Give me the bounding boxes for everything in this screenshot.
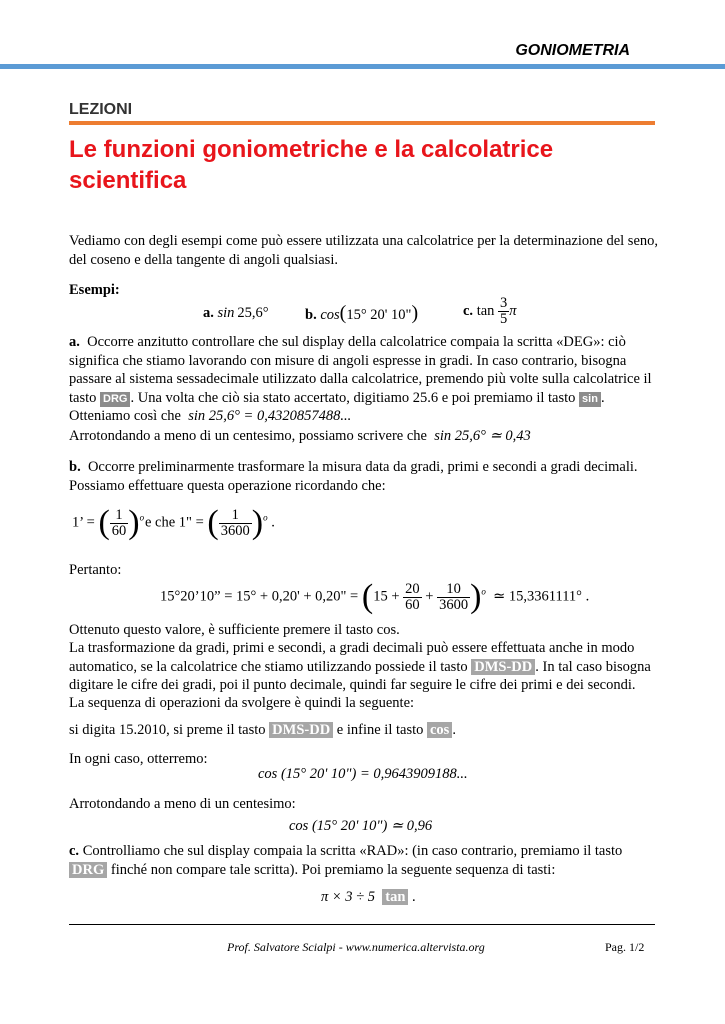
- round-label: Arrotondando a meno di un centesimo:: [69, 796, 296, 812]
- part-b-text2: Ottenuto questo valore, è sufficiente premere il tasto cos.: [69, 622, 400, 638]
- any-case-label: In ogni caso, otterremo:: [69, 751, 208, 767]
- part-a-rounding: Arrotondando a meno di un centesimo, possiamo scrivere che sin 25,6° ≃ 0,43: [69, 428, 531, 444]
- drg-key-2: DRG: [69, 862, 107, 878]
- example-a: a. sin 25,6°: [203, 305, 269, 321]
- footer-author: Prof. Salvatore Scialpi - www.numerica.altervista.org: [227, 940, 485, 954]
- part-a-paragraph: a. Occorre anzitutto controllare che sul display della calcolatrice compaia la scritta «DEG»: ciò significa che stiamo lavorando con misure di angoli espresse in gradi. In caso contrario, bisogna passare al sistema sessadecimale utilizzato dalla calcolatrice, premendo più volte sulla calcolatrice il tasto DRG . Una volta che ciò sia stato accertato, digitiamo 25.6 e poi premiamo il tasto sin .: [69, 334, 652, 406]
- part-b-paragraph: b. Occorre preliminarmente trasformare la misura data da gradi, primi e secondi a gradi decimali. Possiamo effettuare questa operazione ricordando che:: [69, 459, 638, 494]
- second-formula: e che 1" = ( $\frac{1}{3600}$ )$^o$ .: [145, 504, 275, 541]
- prime-formula: 1’ = ( $\frac{1}{60}$ )$^o$: [72, 504, 145, 541]
- examples-label: Esempi:: [69, 282, 120, 298]
- intro-paragraph: Vediamo con degli esempi come può essere utilizzata una calcolatrice per la determinazione del seno, del coseno e della tangente di angoli qualsiasi.: [69, 233, 659, 268]
- pertanto-label: Pertanto:: [69, 562, 122, 578]
- sin-key: sin: [579, 392, 601, 407]
- part-a-result: Otteniamo così che sin 25,6° = 0,4320857488...: [69, 408, 352, 424]
- dms-dd-key: DMS-DD: [471, 659, 535, 675]
- footer-page: Pag. 1/2: [605, 940, 645, 954]
- dms-dd-key-2: DMS-DD: [269, 722, 333, 738]
- part-c-paragraph: c. Controlliamo che sul display compaia la scritta «RAD»: (in caso contrario, premiamo il tasto DRG finché non compare tale scritta). Poi premiamo la seguente sequenza di tasti:: [69, 843, 623, 878]
- page-title: Le funzioni goniometriche e la calcolatrice scientifica: [69, 136, 554, 194]
- section-label: LEZIONI: [69, 101, 133, 118]
- cos-key: cos: [427, 722, 452, 738]
- key-sequence: si digita 15.2010, si preme il tasto DMS-DD e infine il tasto cos .: [69, 722, 456, 738]
- tan-key: tan: [382, 889, 408, 905]
- part-b-text5: La sequenza di operazioni da svolgere è quindi la seguente:: [69, 695, 415, 711]
- cos-round: cos (15° 20' 10") ≃ 0,96: [289, 818, 433, 834]
- part-b-text3: La trasformazione da gradi, primi e secondi, a gradi decimali può essere effettuata anche in modo automatico, se la calcolatrice che stiamo utilizzando possiede il tasto DMS-DD . In tal caso bisogna digitare le cifre dei gradi, poi il punto decimale, quindi far seguire le cifre dei primi e dei secondi.: [69, 640, 651, 693]
- example-b: b. cos(15° 20' 10"): [305, 302, 419, 324]
- section-rule: [69, 121, 655, 125]
- header-rule: [0, 64, 725, 69]
- tan-sequence: π × 3 ÷ 5 tan .: [321, 889, 416, 905]
- header-title: GONIOMETRIA: [515, 42, 630, 59]
- footer-rule: [69, 924, 655, 925]
- example-c: c. tan $\frac{3}{5}$ π: [463, 295, 517, 327]
- cos-result: cos (15° 20' 10") = 0,9643909188...: [258, 766, 468, 782]
- drg-key: DRG: [100, 392, 130, 407]
- conversion-formula: 15°20’10” = 15° + 0,20' + 0,20" = (15 + $\frac{20}{60}$ + $\frac{10}{3600}$ )$^o$ ≃ 15,3361111° .: [160, 578, 590, 615]
